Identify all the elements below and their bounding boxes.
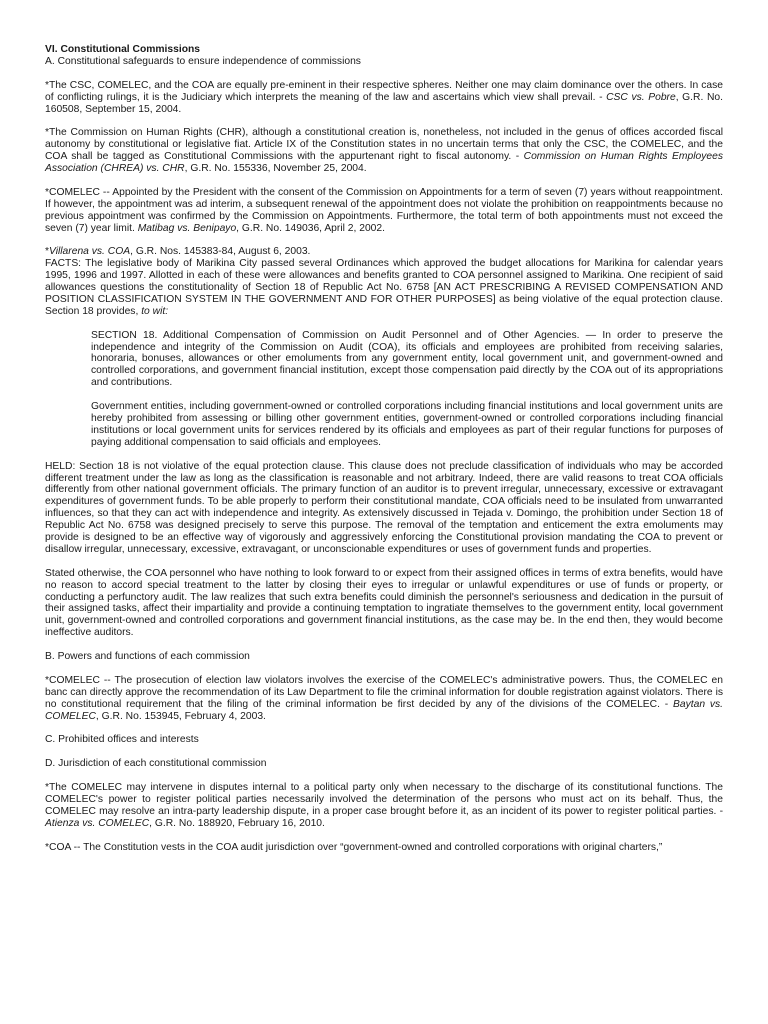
paragraph-text: *The Commission on Human Rights (CHR), although a constitutional creation is, nonetheless, not included in the genus of offices accorded fiscal autonomy by constitutional or legislative fiat. Article IX of the Constitution states in no uncertain terms that only the CSC, the COMELEC, and the COA shall be tagged as Constitutional Commissions with the appurtenant right to fiscal autonomy. - [45, 127, 723, 163]
citation-details: , G.R. No. 149036, April 2, 2002. [236, 222, 385, 234]
paragraph-coa-jurisdiction: *COA -- The Constitution vests in the COA audit jurisdiction over “government-owned and controlled corporations with original charters,” [45, 841, 663, 853]
citation-details: , G.R. No. 153945, February 4, 2003. [95, 710, 266, 722]
section-title: VI. Constitutional Commissions [45, 44, 201, 55]
case-citation: Matibag vs. Benipayo [137, 222, 237, 234]
case-citation: Baytan vs. COMELEC [45, 698, 723, 722]
case-citation: CSC vs. Pobre [606, 91, 676, 103]
held-paragraph: HELD: Section 18 is not violative of the equal protection clause. This clause does not preclude classification of individuals who may be accorded different treatment under the law as long as the classification is reasonable and not arbitrary. Indeed, there are valid reasons to treat COA officials differently from other national government officials. The primary function of an auditor is to prevent irregular, unnecessary, excessive or extravagant expenditures of government funds. To be able properly to perform their constitutional mandate, COA officials need to be insulated from unwarranted influences, so that they can act with independence and integrity. As extensively discussed in Tejada v. Domingo, the prohibition under Section 18 of Republic Act No. 6758 was designed precisely to serve this purpose. The removal of the temptation and enticement the extra emoluments may provide is designed to be an effective way of vigorously and aggressively enforcing the Constitutional provision mandating the COA to prevent or disallow irregular, unnecessary, excessive, extravagant, or unconscionable expenditures or uses of government funds and properties. [45, 460, 723, 555]
subsection-b-heading: B. Powers and functions of each commission [45, 651, 250, 663]
paragraph-baytan [45, 675, 723, 723]
case-citation: Commission on Human Rights Employees Association (CHREA) vs. CHR [45, 151, 723, 175]
stated-otherwise-paragraph: Stated otherwise, the COA personnel who have nothing to look forward to or expect from their assigned offices in terms of extra benefits, would have no reason to accord special treatment to the latter by closing their eyes to irregular or unlawful expenditures or use of funds or property, or conducting a perfunctory audit. The law realizes that such extra benefits could diminish the personnel's seriousness and dedication in the pursuit of their assigned tasks, affect their impartiality and provide a continuing temptation to ingratiate themselves to the government entity, local government unit, government-owned and controlled corporations and government financial institutions, as the case may be. In the end then, they would become ineffective auditors. [45, 567, 723, 639]
paragraph-text: *The CSC, COMELEC, and the COA are equally pre-eminent in their respective spheres. Neither one may claim dominance over the others. In case of conflicting rulings, it is the Judiciary which interprets the meaning of the law and ascertains which view shall prevail. - [45, 79, 723, 103]
paragraph-atienza [45, 782, 723, 830]
case-citation: Villarena vs. COA [49, 246, 131, 258]
subsection-a-heading: A. Constitutional safeguards to ensure independence of commissions [45, 55, 361, 67]
paragraph-chrea [45, 127, 723, 175]
case-citation: Atienza vs. COMELEC [45, 817, 150, 829]
citation-details: , G.R. No. 160508, September 15, 2004. [45, 91, 723, 115]
citation-details: , G.R. No. 188920, February 16, 2010. [149, 817, 325, 829]
paragraph-matibag [45, 187, 723, 235]
facts-text: FACTS: The legislative body of Marikina City passed several Ordinances which approved the budget allocations for Marikina for calendar years 1995, 1996 and 1997. Allotted in each of these were allowances and benefits granted to COA personnel assigned to Marikina. One recipient of said allowances questions the constitutionality of Section 18 of Republic Act No. 6758 [AN ACT PRESCRIBING A REVISED COMPENSATION AND POSITION CLASSIFICATION SYSTEM IN THE GOVERNMENT AND FOR OTHER PURPOSES] as being violative of the equal protection clause. Section 18 provides, [45, 258, 723, 317]
quoted-government-entities: Government entities, including government-owned or controlled corporations including financial institutions and local government units are hereby prohibited from assessing or billing other government entities, government-owned or controlled corporations including financial institutions or local government units for services rendered by its officials and employees as part of their regular functions for purposes of paying additional compensation to said officials and employees. [91, 401, 723, 448]
bullet-prefix: * [45, 246, 50, 258]
citation-details: , G.R. Nos. 145383-84, August 6, 2003. [130, 246, 311, 258]
subsection-d-heading: D. Jurisdiction of each constitutional commission [45, 758, 267, 770]
quoted-section-18: SECTION 18. Additional Compensation of Commission on Audit Personnel and of Other Agencies. — In order to preserve the independence and integrity of the Commission on Audit (COA), its officials and employees are prohibited from receiving salaries, honoraria, bonuses, allowances or other emoluments from any government entity, local government unit, and government-owned and controlled corporations, and government financial institution, except those compensation paid directly by the COA out of its appropriations and contributions. [91, 329, 723, 389]
citation-details: , G.R. No. 155336, November 25, 2004. [184, 163, 367, 175]
paragraph-text: *The COMELEC may intervene in disputes internal to a political party only when necessary to the discharge of its constitutional functions. The COMELEC's power to register political parties necessarily involved the determination of the persons who must act on its behalf. Thus, the COMELEC may resolve an intra-party leadership dispute, in a proper case brought before it, as an incident of its power to register political parties. - [45, 781, 723, 817]
subsection-c-heading: C. Prohibited offices and interests [45, 734, 199, 746]
facts-paragraph [45, 258, 723, 318]
paragraph-text: *COMELEC -- Appointed by the President with the consent of the Commission on Appointments for a term of seven (7) years without reappointment. If however, the appointment was ad interim, a subsequent renewal of the appointment does not violate the prohibition on reappointments because no previous appointment was confirmed by the Commission on Appointments. Furthermore, the total term of both appointments must not exceed the seven (7) year limit. [45, 186, 723, 234]
paragraph-csc-pobre [45, 80, 723, 116]
to-wit: to wit: [141, 305, 169, 317]
paragraph-text: *COMELEC -- The prosecution of election law violators involves the exercise of the COMELEC's administrative powers. Thus, the COMELEC en banc can directly approve the recommendation of its Law Department to file the criminal information for double registration against violators. There is no constitutional requirement that the filing of the criminal information be first decided by any of the divisions of the COMELEC. - [45, 674, 723, 710]
villarena-case-header [45, 246, 723, 258]
